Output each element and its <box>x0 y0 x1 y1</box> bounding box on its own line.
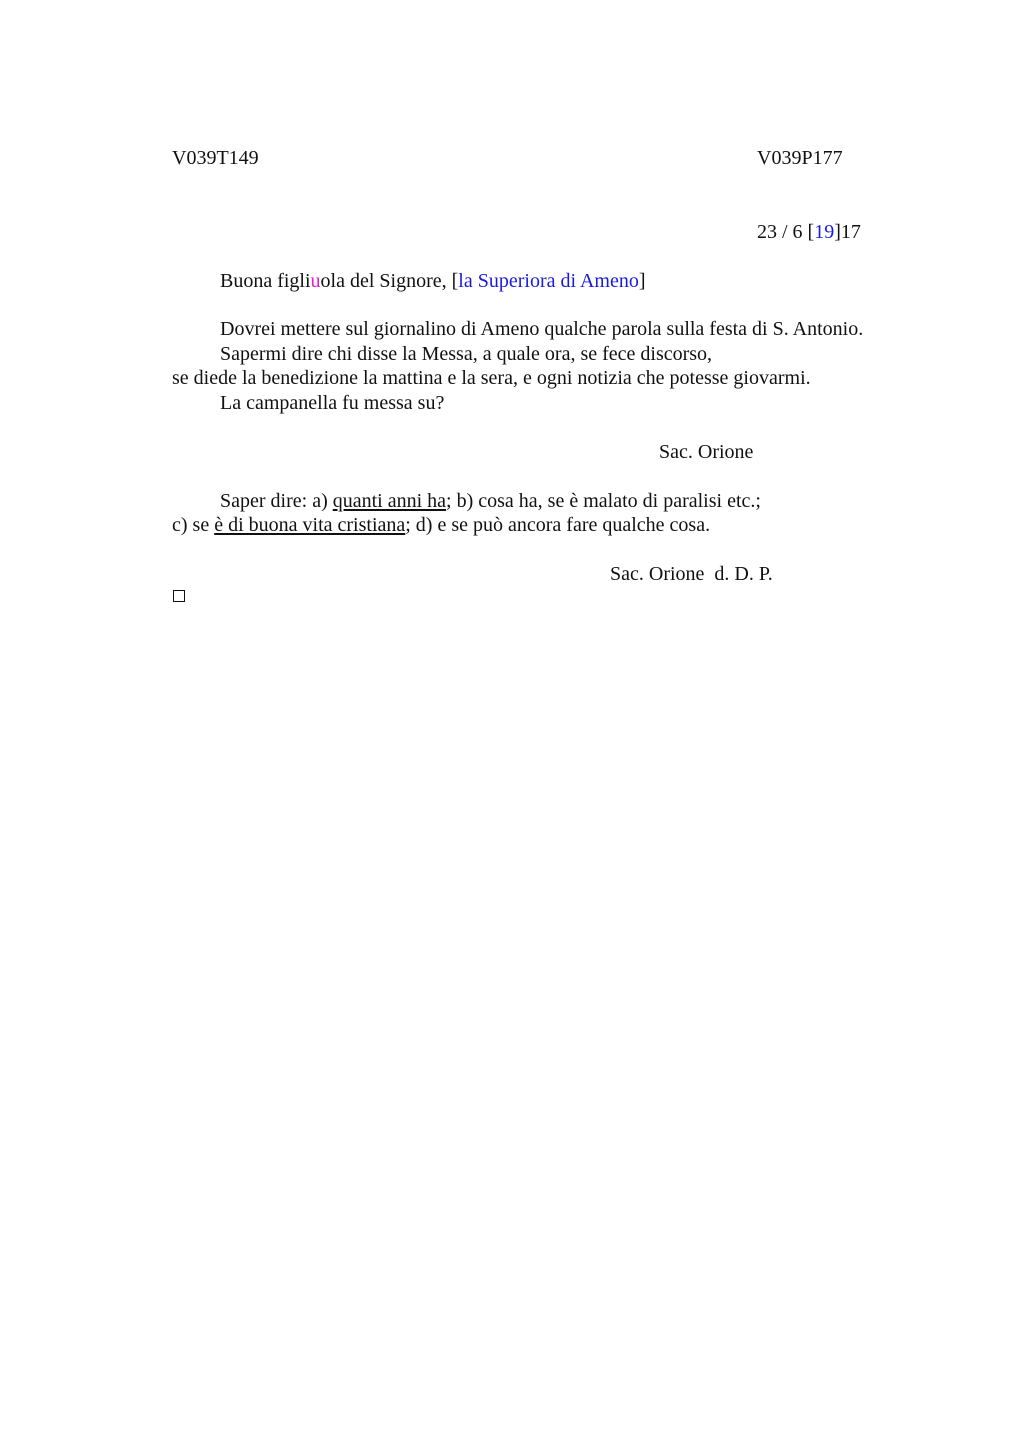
salutation-end: ] <box>638 270 646 292</box>
salutation <box>220 269 646 293</box>
salutation-inserted-letter: u <box>310 270 321 292</box>
postscript-line-2 <box>172 513 710 537</box>
date-day-month: 23 / 6 [ <box>757 221 815 243</box>
date-year-inserted: 19 <box>814 221 835 243</box>
end-of-document-box-icon <box>173 590 185 602</box>
document-code-left: V039T149 <box>172 147 259 169</box>
body-line-2: Sapermi dire chi disse la Messa, a quale ora, se fece discorso, <box>220 343 713 365</box>
date-year-end: ]17 <box>834 221 861 243</box>
letter-date <box>757 220 861 244</box>
postscript-underlined-2: è di buona vita cristiana <box>214 514 406 536</box>
document-code-right: V039P177 <box>757 147 843 169</box>
salutation-middle: ola del Signore, [ <box>320 270 459 292</box>
signature-full: Sac. Orione d. D. P. <box>610 563 773 585</box>
postscript-line-1-end: ; b) cosa ha, se è malato di paralisi etc.; <box>446 490 761 512</box>
postscript-line-2-start: c) se <box>172 514 215 536</box>
postscript-line-1 <box>220 489 761 513</box>
postscript-line-1-start: Saper dire: a) <box>220 490 333 512</box>
salutation-start: Buona figli <box>220 270 311 292</box>
postscript-line-2-end: ; d) e se può ancora fare qualche cosa. <box>405 514 711 536</box>
salutation-recipient: la Superiora di Ameno <box>458 270 639 292</box>
body-line-4: La campanella fu messa su? <box>220 392 445 414</box>
body-line-3: se diede la benedizione la mattina e la sera, e ogni notizia che potesse giovarmi. <box>172 367 811 389</box>
postscript-underlined-1: quanti anni ha <box>332 490 447 512</box>
body-line-1: Dovrei mettere sul giornalino di Ameno qualche parola sulla festa di S. Antonio. <box>220 318 864 340</box>
signature: Sac. Orione <box>659 441 754 463</box>
